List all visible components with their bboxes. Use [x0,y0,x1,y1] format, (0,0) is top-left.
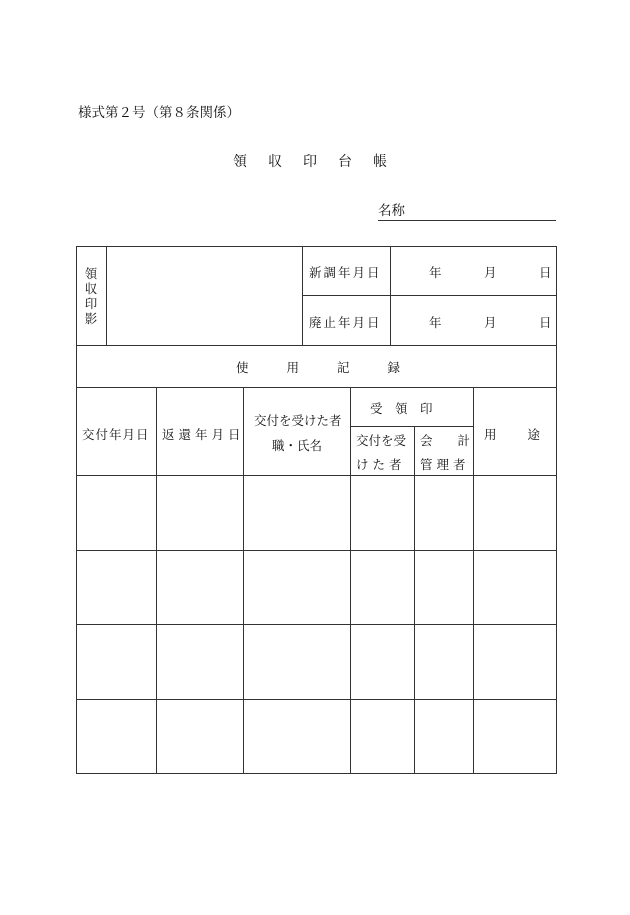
usage-record-heading [236,358,400,376]
usage-heading-char: 録 [387,360,400,375]
year-unit: 年 [429,315,442,330]
year-unit: 年 [429,265,442,280]
name-label: 名称 [378,203,405,219]
seal-subheader-line [350,426,473,427]
usage-heading-char: 使 [236,360,249,375]
usage-heading-char: 用 [286,360,299,375]
col-header-recipient-title: 職・氏名 [272,438,323,453]
table-border-right [556,246,557,774]
abolish-date-field[interactable] [391,296,556,345]
col-header-issue-date: 交付年月日 [82,427,150,442]
form-number: 様式第２号（第８条関係） [78,105,240,121]
seal-label-char: 影 [84,311,98,326]
new-date-label: 新調年月日 [309,265,382,280]
sub-header-accounting: 会 計 [420,433,471,448]
table-row[interactable] [77,551,556,624]
sub-header-recipient-2: け た 者 [356,457,402,472]
title-char: 収 [268,154,282,170]
title-char: 帳 [373,154,387,170]
usage-heading-char: 記 [336,360,350,375]
title-char: 台 [338,154,352,170]
seal-label-char: 印 [84,296,98,311]
document-title [233,151,408,171]
abolish-date-label: 廃止年月日 [309,315,382,330]
col-header-recipient: 交付を受けた者 [254,413,342,428]
col-header-return-date: 返還年月日 [162,427,245,442]
sub-header-recipient: 交付を受 [356,433,407,448]
seal-impression-area[interactable] [107,247,302,345]
col-header-purpose: 用 途 [484,427,543,442]
month-unit: 月 [484,265,497,280]
month-unit: 月 [484,315,497,330]
day-unit: 日 [539,265,552,280]
table-row[interactable] [77,625,556,699]
day-unit: 日 [539,315,552,330]
title-char: 印 [303,154,317,170]
table-row[interactable] [77,700,556,773]
name-field[interactable] [378,199,556,221]
seal-label-char: 領 [84,266,98,281]
usage-heading-bottom [76,387,557,388]
top-section-bottom [76,345,557,346]
col-header-receipt-seal: 受 領 印 [370,401,433,416]
title-char: 領 [233,154,247,170]
table-row[interactable] [77,476,556,550]
new-date-field[interactable] [391,247,556,295]
seal-impression-label [84,266,98,326]
seal-label-char: 収 [84,281,98,296]
sub-header-accounting-2: 管 理 者 [420,457,466,472]
table-border-bottom [76,773,557,774]
